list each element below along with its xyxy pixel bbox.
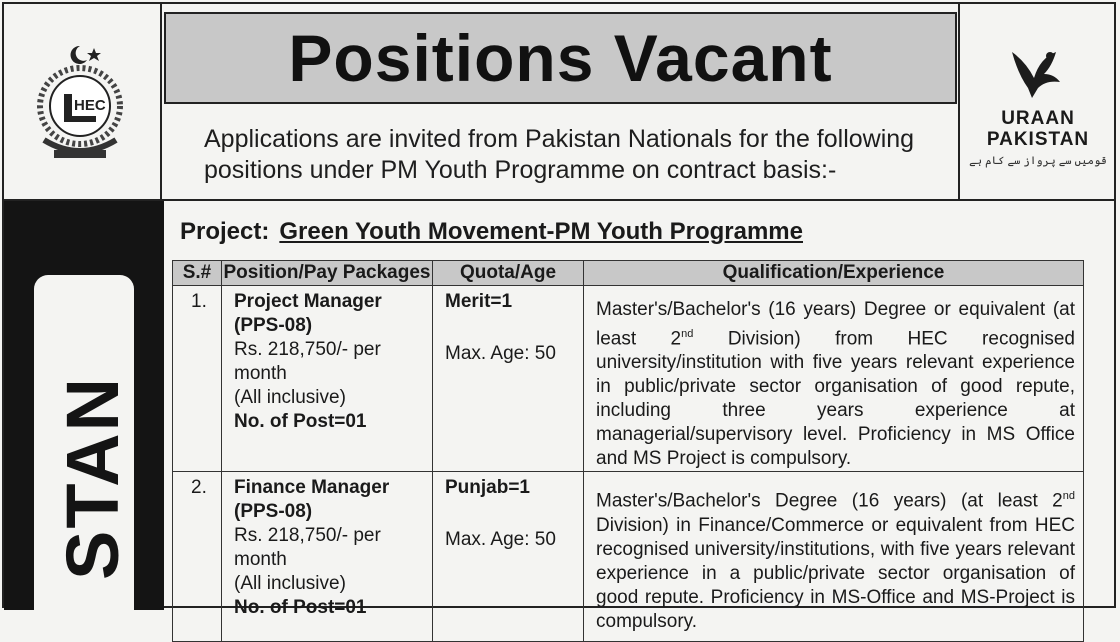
position-scale: (PPS-08) [234, 315, 313, 336]
qualification-text-a: Master's/Bachelor's (16 years) Degree or equivalent (at least 2 [596, 299, 1075, 350]
table-row [173, 286, 1084, 472]
side-banner-text: STAN [51, 376, 134, 580]
qualification-text-b: Division) in Finance/Commerce or equivalent from HEC recognised university/institutions, with five years relevant experience in a public/private sector organisation of good repute. Proficiency in MS-Office and MS-Project is compulsory. [596, 514, 1075, 632]
position-title: Project Manager [234, 291, 382, 312]
position-scale: (PPS-08) [234, 501, 313, 523]
qualification-text-b: Division) from HEC recognised university/institution with five years relevant experience in public/private sector organisation of good repute, including three years experience at managerial/supervisory level. Proficiency in MS Office and MS Project is compulsory. [596, 328, 1076, 470]
age-value: Max. Age: 50 [445, 529, 556, 551]
position-title: Finance Manager [234, 477, 390, 499]
quota-value: Merit=1 [445, 291, 513, 312]
title-banner [164, 12, 957, 104]
header-position: Position/Pay Packages [222, 261, 433, 286]
row-qualification [584, 286, 1084, 472]
intro-text: Applications are invited from Pakistan Nationals for the following positions under PM Youth Programme on contract basis:- [204, 125, 915, 184]
position-pay: Rs. 218,750/- per month [234, 525, 381, 571]
qualification-text-a: Master's/Bachelor's Degree (16 years) (at least 2 [596, 490, 1063, 512]
qualification-sup: nd [1062, 490, 1075, 503]
quota-value: Punjab=1 [445, 477, 530, 499]
positions-table [172, 260, 1084, 642]
position-posts: No. of Post=01 [234, 597, 367, 619]
header-sn: S.# [173, 261, 222, 286]
row-position [222, 286, 433, 472]
uraan-logo-line2: PAKISTAN [986, 129, 1090, 150]
position-inclusive: (All inclusive) [234, 573, 346, 595]
svg-text:HEC: HEC [74, 97, 106, 114]
quota-spacer [445, 500, 575, 528]
table-header-row [173, 261, 1084, 286]
uraan-logo-tagline: قومیں سے پرواز سے کام ہے [969, 155, 1107, 167]
position-pay: Rs. 218,750/- per month [234, 339, 381, 384]
project-label: Project: [180, 218, 270, 245]
quota-spacer [445, 314, 575, 342]
qualification-sup: nd [681, 328, 694, 340]
row-quota [433, 472, 584, 642]
position-inclusive: (All inclusive) [234, 387, 346, 408]
row-qualification [584, 472, 1084, 642]
hec-logo-box [4, 4, 162, 200]
eagle-icon [1004, 44, 1074, 100]
uraan-pakistan-logo-box [958, 4, 1116, 200]
table-row [173, 472, 1084, 642]
project-name: Green Youth Movement-PM Youth Programme [279, 218, 803, 245]
row-position [222, 472, 433, 642]
page-title: Positions Vacant [288, 21, 833, 95]
row-sn: 1. [173, 286, 222, 472]
header-quota: Quota/Age [433, 261, 584, 286]
hec-emblem-icon [24, 40, 136, 168]
row-quota [433, 286, 584, 472]
row-sn: 2. [173, 472, 222, 642]
uraan-logo-line1: URAAN [1001, 108, 1075, 129]
header-qualification: Qualification/Experience [584, 261, 1084, 286]
project-line [180, 218, 803, 246]
position-posts: No. of Post=01 [234, 411, 367, 432]
header-divider [4, 199, 1116, 201]
age-value: Max. Age: 50 [445, 343, 556, 364]
